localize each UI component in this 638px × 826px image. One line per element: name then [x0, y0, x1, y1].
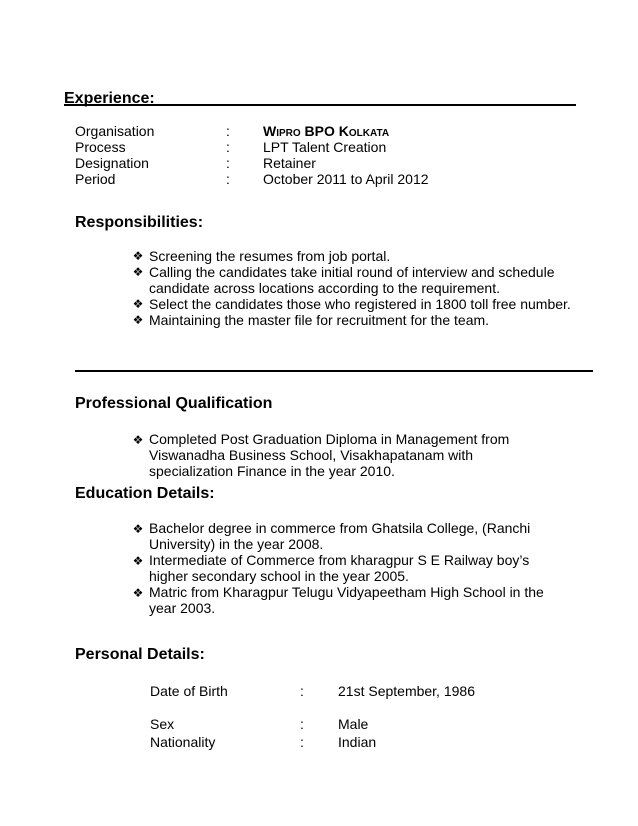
personal-details-heading: Personal Details: — [75, 646, 205, 663]
responsibility-text: Select the candidates those who registered in 1800 toll free number. — [149, 296, 571, 312]
process-value: LPT Talent Creation — [263, 139, 387, 155]
list-item — [131, 431, 511, 479]
period-colon: : — [226, 171, 230, 187]
responsibility-text: Screening the resumes from job portal. — [149, 248, 391, 264]
experience-heading: Experience: — [64, 90, 155, 107]
diamond-bullet-icon: ❖ — [132, 313, 144, 327]
personal-row-nationality — [150, 734, 570, 750]
diamond-bullet-icon: ❖ — [132, 265, 144, 279]
designation-colon: : — [226, 155, 230, 171]
education-text: Intermediate of Commerce from kharagpur S E Railway boy’s higher secondary school in the year 2005. — [149, 552, 530, 584]
process-colon: : — [226, 139, 230, 155]
experience-row-organisation — [75, 123, 575, 139]
diamond-bullet-icon: ❖ — [132, 297, 144, 311]
experience-divider — [64, 104, 576, 106]
dob-label: Date of Birth — [150, 683, 228, 699]
section-divider — [75, 370, 593, 372]
dob-colon: : — [300, 683, 304, 699]
diamond-bullet-icon: ❖ — [132, 586, 144, 600]
list-item — [131, 296, 571, 312]
professional-qualification-list — [131, 431, 511, 479]
sex-label: Sex — [150, 716, 175, 732]
designation-value: Retainer — [263, 155, 316, 171]
responsibility-text: Calling the candidates take initial round of interview and schedule candidate across locations according to the requirement. — [149, 264, 555, 296]
diamond-bullet-icon: ❖ — [132, 433, 144, 447]
list-item — [131, 312, 571, 328]
nationality-value: Indian — [338, 734, 377, 750]
education-text: Bachelor degree in commerce from Ghatsila College, (Ranchi University) in the year 2008. — [149, 520, 531, 552]
list-item — [131, 248, 571, 264]
education-heading: Education Details: — [75, 485, 215, 502]
experience-row-process — [75, 139, 575, 155]
education-list — [131, 520, 561, 616]
responsibility-text: Maintaining the master file for recruitment for the team. — [149, 312, 490, 328]
responsibilities-list — [131, 248, 571, 328]
qualification-text: Completed Post Graduation Diploma in Management from Viswanadha Business School, Visakhapatanam with specialization Finance in the year 2010. — [149, 431, 510, 479]
professional-qualification-heading: Professional Qualification — [75, 395, 273, 412]
diamond-bullet-icon: ❖ — [132, 522, 144, 536]
dob-value: 21st September, 1986 — [338, 683, 475, 699]
list-item — [131, 584, 561, 616]
education-text: Matric from Kharagpur Telugu Vidyapeetham High School in the year 2003. — [149, 584, 544, 616]
diamond-bullet-icon: ❖ — [132, 249, 144, 263]
personal-row-dob — [150, 683, 570, 699]
experience-row-period — [75, 171, 575, 187]
sex-colon: : — [300, 716, 304, 732]
period-label: Period — [75, 171, 116, 187]
responsibilities-heading: Responsibilities: — [75, 214, 204, 231]
nationality-colon: : — [300, 734, 304, 750]
list-item — [131, 552, 561, 584]
list-item — [131, 264, 571, 296]
diamond-bullet-icon: ❖ — [132, 554, 144, 568]
organisation-value: Wipro BPO Kolkata — [263, 123, 390, 139]
designation-label: Designation — [75, 155, 149, 171]
period-value: October 2011 to April 2012 — [263, 171, 429, 187]
nationality-label: Nationality — [150, 734, 216, 750]
personal-row-sex — [150, 716, 570, 732]
list-item — [131, 520, 561, 552]
process-label: Process — [75, 139, 126, 155]
organisation-label: Organisation — [75, 123, 155, 139]
organisation-colon: : — [226, 123, 230, 139]
experience-row-designation — [75, 155, 575, 171]
sex-value: Male — [338, 716, 369, 732]
